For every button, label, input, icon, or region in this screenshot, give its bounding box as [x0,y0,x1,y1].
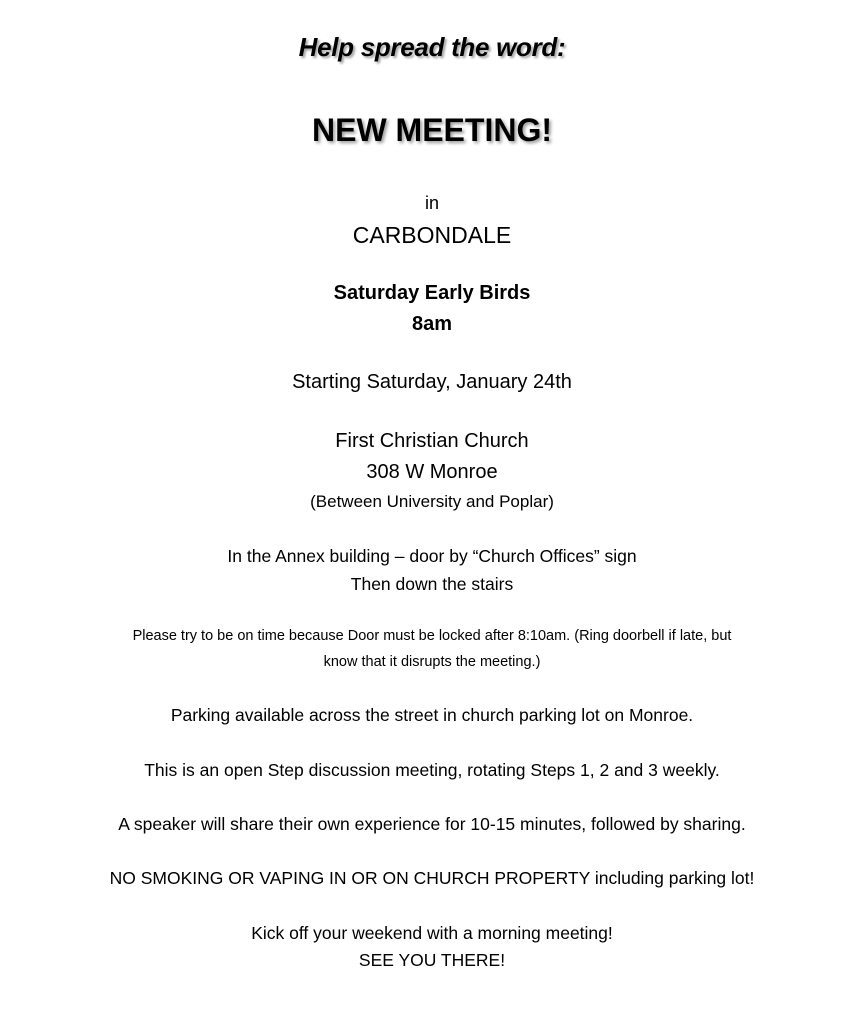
church-address: 308 W Monroe [366,461,498,483]
church-name: First Christian Church [335,430,529,452]
meeting-time: 8am [411,313,453,335]
start-date: Starting Saturday, January 24th [292,371,572,393]
on-time-notice-line-1: Please try to be on time because Door must be locked after 8:10am. (Ring doorbell if late, but [132,628,732,644]
in-label: in [424,193,439,213]
meeting-format: This is an open Step discussion meeting, rotating Steps 1, 2 and 3 weekly. [144,760,720,780]
header-text: Help spread the word: [298,32,566,62]
directions-line-2: Then down the stairs [350,574,514,594]
headline: NEW MEETING! [312,112,552,148]
speaker-info: A speaker will share their own experience for 10-15 minutes, followed by sharing. [118,814,746,834]
parking-info: Parking available across the street in church parking lot on Monroe. [170,705,694,725]
closing-line-1: Kick off your weekend with a morning meeting! [251,923,613,943]
closing-line-2: SEE YOU THERE! [358,950,506,970]
directions-line-1: In the Annex building – door by “Church Offices” sign [227,546,637,566]
on-time-notice-line-2: know that it disrupts the meeting.) [323,654,541,670]
city-name: CARBONDALE [352,222,512,248]
cross-streets: (Between University and Poplar) [310,492,554,511]
meeting-name: Saturday Early Birds [333,282,531,304]
smoking-notice: NO SMOKING OR VAPING IN OR ON CHURCH PROPERTY including parking lot! [109,868,755,888]
